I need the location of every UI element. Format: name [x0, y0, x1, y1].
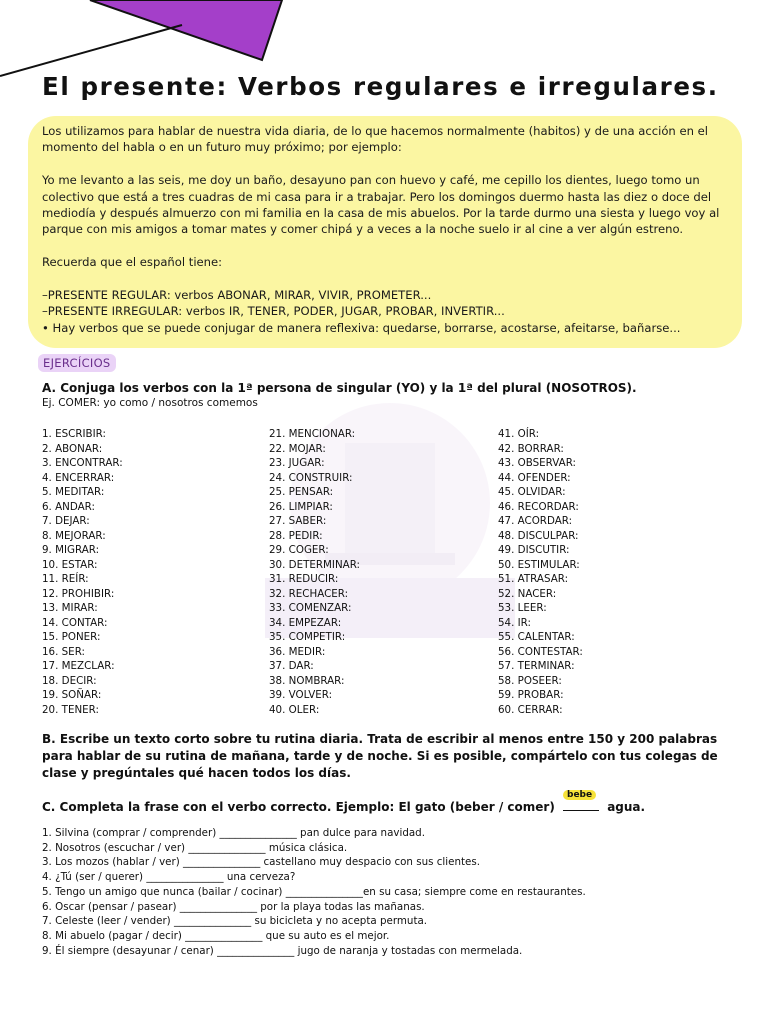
- exercise-a-example: Ej. COMER: yo como / nosotros comemos: [42, 397, 258, 409]
- exercises-badge: EJERCÍCIOS: [38, 354, 116, 372]
- intro-box: [28, 116, 742, 348]
- verb-item: 25. PENSAR:: [269, 486, 334, 498]
- exercise-a-title: A. Conjuga los verbos con la 1ª persona de singular (YO) y la 1ª del plural (NOSOTROS).: [42, 381, 637, 395]
- purple-triangle-shape: [90, 0, 282, 60]
- verb-item: 23. JUGAR:: [269, 457, 325, 469]
- exercise-c-list: [42, 826, 586, 958]
- verb-item: 19. SOÑAR:: [42, 689, 102, 701]
- verb-item: 41. OÍR:: [498, 428, 540, 440]
- verb-item: 24. CONSTRUIR:: [269, 471, 353, 484]
- intro-line-irregular: –PRESENTE IRREGULAR: verbos IR, TENER, PODER, JUGAR, PROBAR, INVERTIR...: [42, 304, 505, 319]
- verb-item: 21. MENCIONAR:: [269, 428, 356, 440]
- verb-item: 40. OLER:: [269, 703, 320, 716]
- verb-item: 5. MEDITAR:: [42, 486, 105, 498]
- verb-item: 38. NOMBRAR:: [269, 674, 345, 687]
- verb-item: 26. LIMPIAR:: [269, 500, 333, 513]
- verb-item: 53. LEER:: [498, 602, 547, 614]
- verb-item: 12. PROHIBIR:: [42, 587, 115, 600]
- verb-item: 4. ENCERRAR:: [42, 471, 115, 484]
- verb-item: 56. CONTESTAR:: [498, 645, 583, 658]
- verb-item: 39. VOLVER:: [269, 689, 333, 701]
- verb-item: 32. RECHACER:: [269, 587, 349, 600]
- verb-item: 30. DETERMINAR:: [269, 558, 361, 571]
- verb-item: 15. PONER:: [42, 631, 101, 643]
- verb-item: 60. CERRAR:: [498, 703, 563, 716]
- sentence-item: 1. Silvina (comprar / comprender) _______________ pan dulce para navidad.: [42, 827, 425, 839]
- verb-item: 46. RECORDAR:: [498, 500, 579, 513]
- verb-item: 45. OLVIDAR:: [498, 486, 566, 498]
- verb-item: 11. REÍR:: [42, 573, 89, 585]
- verb-item: 51. ATRASAR:: [498, 573, 569, 585]
- verb-item: 33. COMENZAR:: [269, 602, 352, 614]
- verb-item: 6. ANDAR:: [42, 500, 95, 513]
- verb-column-2: [269, 427, 360, 717]
- verb-item: 13. MIRAR:: [42, 602, 98, 614]
- verb-item: 44. OFENDER:: [498, 471, 571, 484]
- verb-item: 2. ABONAR:: [42, 442, 103, 455]
- sentence-item: 7. Celeste (leer / vender) _______________ su bicicleta y no acepta permuta.: [42, 915, 428, 928]
- verb-item: 9. MIGRAR:: [42, 544, 100, 556]
- verb-item: 57. TERMINAR:: [498, 660, 575, 672]
- exercise-c-title: [42, 790, 646, 814]
- verb-item: 47. ACORDAR:: [498, 515, 573, 527]
- example-answer-highlight: bebe: [563, 790, 596, 800]
- verb-item: 35. COMPETIR:: [269, 631, 346, 643]
- sentence-item: 4. ¿Tú (ser / querer) _______________ una cerveza?: [42, 871, 296, 884]
- example-blank: [563, 790, 599, 811]
- verb-item: 48. DISCULPAR:: [498, 529, 579, 542]
- verb-item: 8. MEJORAR:: [42, 529, 106, 542]
- sentence-item: 2. Nosotros (escuchar / ver) _______________ música clásica.: [42, 841, 348, 854]
- sentence-item: 6. Oscar (pensar / pasear) _______________ por la playa todas las mañanas.: [42, 900, 425, 913]
- verb-item: 59. PROBAR:: [498, 689, 564, 701]
- verb-item: 29. COGER:: [269, 544, 329, 556]
- verb-item: 42. BORRAR:: [498, 442, 564, 455]
- verb-item: 14. CONTAR:: [42, 616, 108, 629]
- verb-column-1: [42, 427, 123, 717]
- verb-item: 7. DEJAR:: [42, 515, 90, 527]
- sentence-item: 9. Él siempre (desayunar / cenar) _______________ jugo de naranja y tostadas con mermelada.: [42, 944, 523, 957]
- verb-item: 34. EMPEZAR:: [269, 616, 342, 629]
- verb-item: 27. SABER:: [269, 515, 327, 527]
- verb-item: 55. CALENTAR:: [498, 631, 575, 643]
- verb-item: 52. NACER:: [498, 587, 557, 600]
- verb-item: 3. ENCONTRAR:: [42, 457, 123, 469]
- verb-item: 1. ESCRIBIR:: [42, 428, 106, 440]
- verb-item: 49. DISCUTIR:: [498, 544, 570, 556]
- verb-item: 16. SER:: [42, 645, 85, 658]
- verb-item: 17. MEZCLAR:: [42, 660, 115, 672]
- intro-line-reflexive: • Hay verbos que se puede conjugar de manera reflexiva: quedarse, borrarse, acostarse, afeitarse, bañarse...: [42, 320, 681, 335]
- verb-item: 58. POSEER:: [498, 674, 562, 687]
- verb-item: 10. ESTAR:: [42, 558, 98, 571]
- verb-item: 31. REDUCIR:: [269, 573, 339, 585]
- verb-item: 50. ESTIMULAR:: [498, 558, 580, 571]
- intro-paragraph-3: Recuerda que el español tiene:: [42, 255, 223, 270]
- intro-paragraph-2: Yo me levanto a las seis, me doy un baño, desayuno pan con huevo y café, me cepillo los dientes, luego tomo un colectivo que está a tres cuadras de mi casa para ir a trabajar. Pero los domingos duermo hasta las diez o doce del mediodía y después almuerzo con mi familia en la casa de mis abuelos. Por la tarde durmo una siesta y luego voy al parque con mis amigos a tomar mates y comer chipá y a veces a la noche suelo ir al cine a ver algún estreno.: [42, 173, 720, 237]
- exercise-b-text: B. Escribe un texto corto sobre tu rutina diaria. Trata de escribir al menos entre 150 y 200 palabras para hablar de su rutina de mañana, tarde y de noche. Si es posible, compártelo con tus colegas de clase y pregúntales qué hacen todos los días.: [42, 732, 718, 780]
- sentence-item: 5. Tengo un amigo que nunca (bailar / cocinar) _______________en su casa; siempre come en restaurantes.: [42, 885, 586, 898]
- verb-item: 20. TENER:: [42, 703, 99, 716]
- verb-column-3: [498, 427, 583, 717]
- sentence-item: 3. Los mozos (hablar / ver) _______________ castellano muy despacio con sus clientes.: [42, 856, 481, 869]
- intro-line-regular: –PRESENTE REGULAR: verbos ABONAR, MIRAR, VIVIR, PROMETER...: [42, 288, 432, 303]
- verb-item: 37. DAR:: [269, 660, 314, 672]
- diagonal-line: [0, 25, 182, 76]
- verb-item: 28. PEDIR:: [269, 529, 323, 542]
- verb-item: 22. MOJAR:: [269, 442, 326, 455]
- exercise-c-title-before: C. Completa la frase con el verbo correcto. Ejemplo: El gato (beber / comer): [42, 800, 555, 814]
- verb-item: 36. MEDIR:: [269, 645, 326, 658]
- verb-item: 43. OBSERVAR:: [498, 457, 577, 469]
- exercise-c-title-after: agua.: [607, 800, 646, 814]
- verb-item: 54. IR:: [498, 616, 531, 629]
- intro-paragraph-1: Los utilizamos para hablar de nuestra vida diaria, de lo que hacemos normalmente (habitos) y de una acción en el momento del habla o en un futuro muy próximo; por ejemplo:: [42, 124, 708, 155]
- verb-item: 18. DECIR:: [42, 674, 97, 687]
- sentence-item: 8. Mi abuelo (pagar / decir) _______________ que su auto es el mejor.: [42, 929, 390, 942]
- page-title: El presente: Verbos regulares e irregulares.: [42, 72, 719, 101]
